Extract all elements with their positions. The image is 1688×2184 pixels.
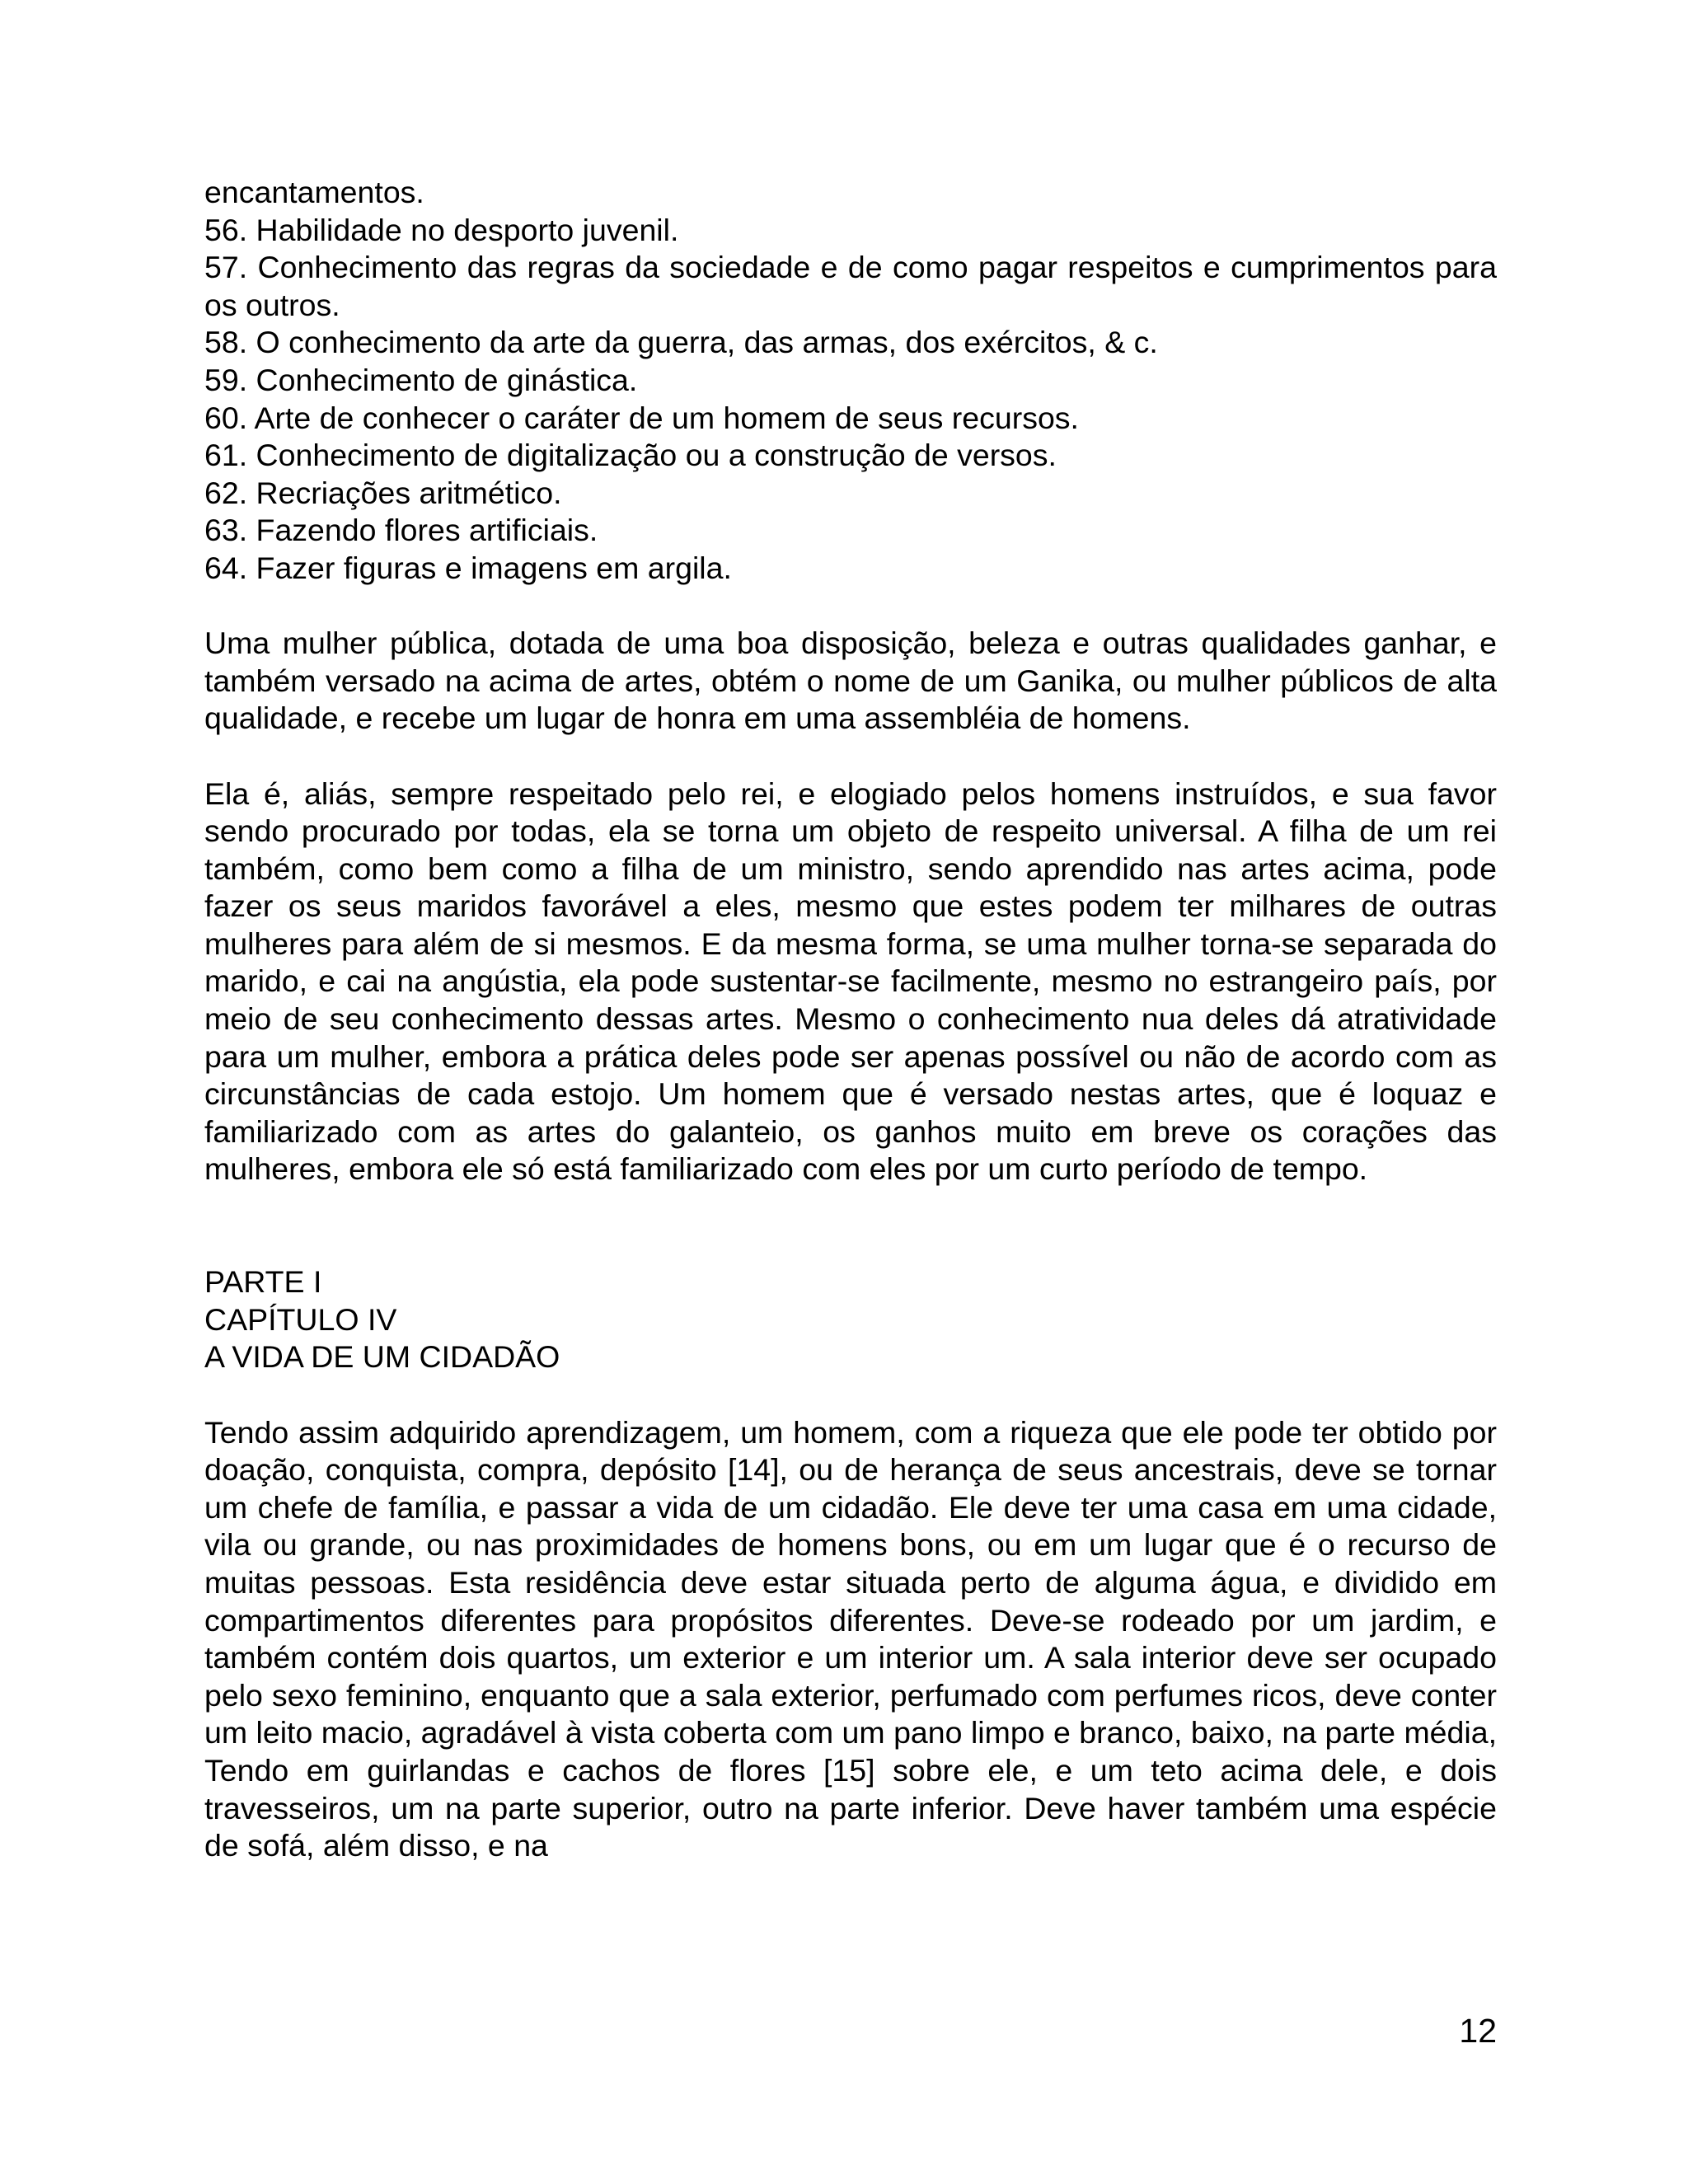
list-item: 56. Habilidade no desporto juvenil. xyxy=(204,212,679,247)
intro-line: encantamentos. xyxy=(204,175,424,209)
part-label: PARTE I xyxy=(204,1264,322,1300)
list-item: 63. Fazendo flores artificiais. xyxy=(204,513,598,548)
chapter-label: CAPÍTULO IV xyxy=(204,1301,397,1337)
spacer xyxy=(204,588,1497,626)
page-number: 12 xyxy=(1459,2012,1497,2050)
list-item: 64. Fazer figuras e imagens em argila. xyxy=(204,550,732,585)
list-item: 62. Recriações aritmético. xyxy=(204,475,562,510)
list-item: 61. Conhecimento de digitalização ou a construção de versos. xyxy=(204,438,1057,473)
list-item: 58. O conhecimento da arte da guerra, das armas, dos exércitos, & c. xyxy=(204,325,1158,360)
list-item: 57. Conhecimento das regras da sociedade e de como pagar respeitos e cumprimentos para os outros. xyxy=(204,250,1497,322)
spacer xyxy=(204,738,1497,776)
paragraph-citizen-life: Tendo assim adquirido aprendizagem, um homem, com a riqueza que ele pode ter obtido por doação, conquista, compra, depósito [14], ou de herança de seus ancestrais, deve se tornar um chefe de família, e passar a vida de um cidadão. Ele deve ter uma casa em uma cidade, vila ou grande, ou nas proximidades de homens bons, ou em um lugar que é o recurso de muitas pessoas. Esta residência deve estar situada perto de alguma água, e dividido em compartimentos diferentes para propósitos diferentes. Deve-se rodeado por um jardim, e também contém dois quartos, um exterior e um interior um. A sala interior deve ser ocupado pelo sexo feminino, enquanto que a sala exterior, perfumado com perfumes ricos, deve conter um leito macio, agradável à vista coberta com um pano limpo e branco, baixo, na parte média, Tendo em guirlandas e cachos de flores [15] sobre ele, e um teto acima dele, e dois travesseiros, um na parte superior, outro na parte inferior. Deve haver também uma espécie de sofá, além disso, e na xyxy=(204,1414,1497,1863)
spacer xyxy=(204,1376,1497,1414)
list-item: 60. Arte de conhecer o caráter de um homem de seus recursos. xyxy=(204,400,1079,435)
spacer xyxy=(204,1188,1497,1263)
chapter-title: A VIDA DE UM CIDADÃO xyxy=(204,1339,560,1375)
page-content xyxy=(204,174,1497,1865)
chapter-heading xyxy=(204,1263,1497,1376)
paragraph-respect: Ela é, aliás, sempre respeitado pelo rei, e elogiado pelos homens instruídos, e sua favor sendo procurado por todas, ela se torna um objeto de respeito universal. A filha de um rei também, como bem como a filha de um ministro, sendo aprendido nas artes acima, pode fazer os seus maridos favorável a eles, mesmo que estes podem ter milhares de outras mulheres para além de si mesmos. E da mesma forma, se uma mulher torna-se separada do marido, e cai na angústia, ela pode sustentar-se facilmente, mesmo no estrangeiro país, por meio de seu conhecimento dessas artes. Mesmo o conhecimento nua deles dá atratividade para um mulher, embora a prática deles pode ser apenas possível ou não de acordo com as circunstâncias de cada estojo. Um homem que é versado nestas artes, que é loquaz e familiarizado com as artes do galanteio, os ganhos muito em breve os corações das mulheres, embora ele só está familiarizado com eles por um curto período de tempo. xyxy=(204,776,1497,1187)
paragraph-ganika: Uma mulher pública, dotada de uma boa disposição, beleza e outras qualidades ganhar, e também versado na acima de artes, obtém o nome de um Ganika, ou mulher públicos de alta qualidade, e recebe um lugar de honra em uma assembléia de homens. xyxy=(204,626,1497,736)
list-item: 59. Conhecimento de ginástica. xyxy=(204,362,638,397)
arts-list xyxy=(204,212,1497,588)
